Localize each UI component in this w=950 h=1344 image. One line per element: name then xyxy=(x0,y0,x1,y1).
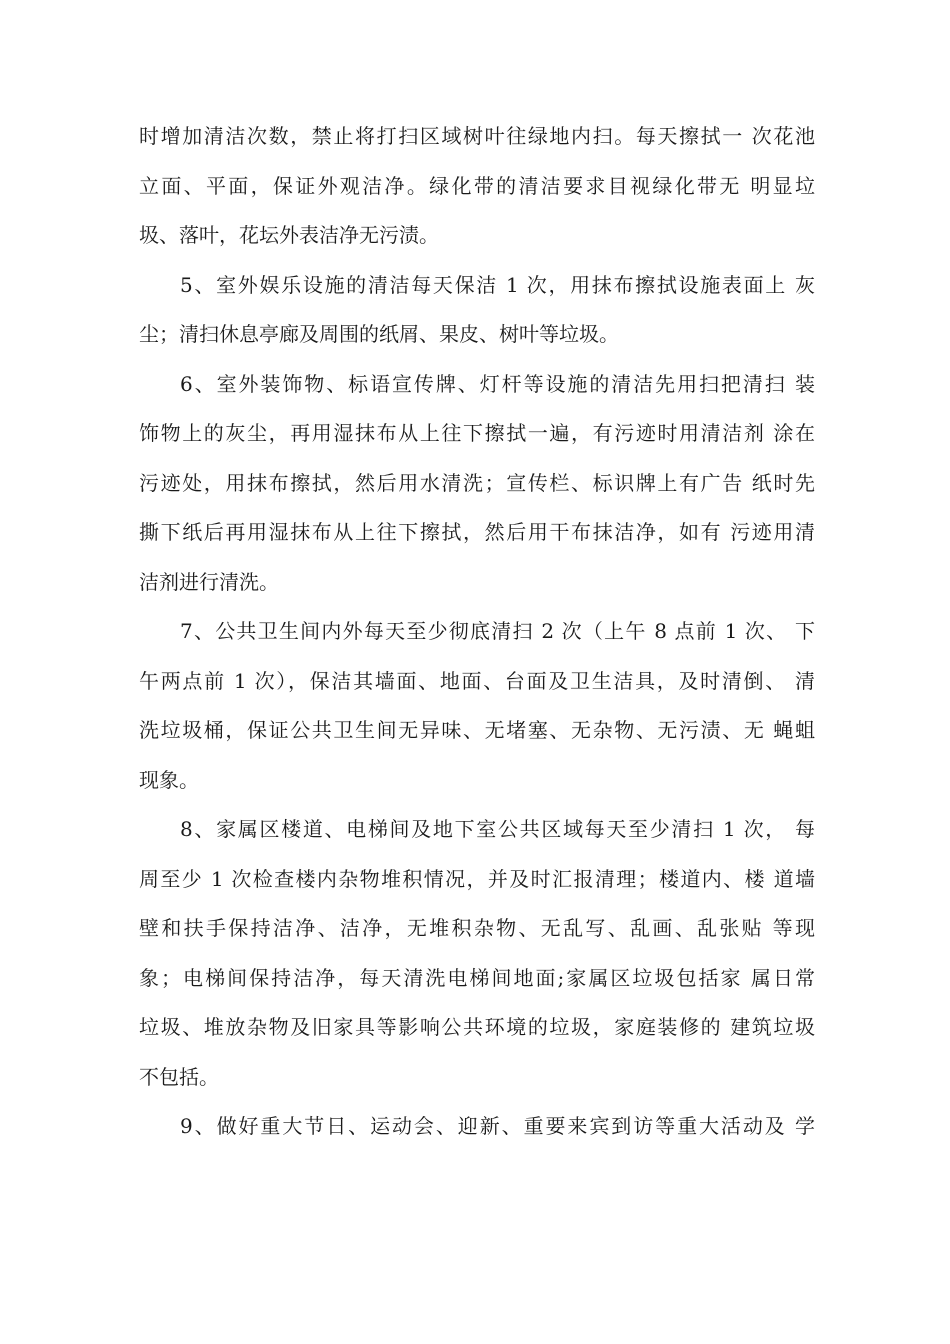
text-line-20: 不包括。 xyxy=(139,1064,219,1089)
text-line-3: 圾、落叶，花坛外表洁净无污渍。 xyxy=(139,223,439,247)
text-line-19: 垃圾、堆放杂物及旧家具等影响公共环境的垃圾，家庭装修的 建筑垃圾 xyxy=(139,1015,815,1039)
text-line-12: 午两点前 1 次），保洁其墙面、地面、台面及卫生洁具，及时清倒、 清 xyxy=(139,668,815,693)
text-line-1: 时增加清洁次数，禁止将打扫区域树叶往绿地内扫。每天擦拭一 次花池 xyxy=(139,124,815,148)
text-line-2: 立面、平面，保证外观洁净。绿化带的清洁要求目视绿化带无 明显垃 xyxy=(139,173,815,198)
text-line-14: 现象。 xyxy=(139,767,199,792)
text-line-6: 6、室外装饰物、标语宣传牌、灯杆等设施的清洁先用扫把清扫 装 xyxy=(180,371,815,396)
text-line-9: 撕下纸后再用湿抹布从上往下擦拭，然后用干布抹洁净，如有 污迹用清 xyxy=(139,520,815,544)
text-line-15: 8、家属区楼道、电梯间及地下室公共区域每天至少清扫 1 次， 每 xyxy=(180,817,815,841)
text-line-13: 洗垃圾桶，保证公共卫生间无异味、无堵塞、无杂物、无污渍、无 蝇蛆 xyxy=(139,718,815,742)
text-line-18: 象；电梯间保持洁净，每天清洗电梯间地面;家属区垃圾包括家 属日常 xyxy=(139,965,815,990)
text-line-5: 尘；清扫休息亭廊及周围的纸屑、果皮、树叶等垃圾。 xyxy=(139,322,619,346)
document-body xyxy=(139,112,815,1152)
text-line-4: 5、室外娱乐设施的清洁每天保洁 1 次，用抹布擦拭设施表面上 灰 xyxy=(180,272,815,297)
text-line-16: 周至少 1 次检查楼内杂物堆积情况，并及时汇报清理；楼道内、楼 道墙 xyxy=(139,866,815,891)
text-line-21: 9、做好重大节日、运动会、迎新、重要来宾到访等重大活动及 学 xyxy=(180,1114,815,1138)
text-line-10: 洁剂进行清洗。 xyxy=(139,569,279,594)
text-line-8: 污迹处，用抹布擦拭，然后用水清洗；宣传栏、标识牌上有广告 纸时先 xyxy=(139,470,815,495)
text-line-17: 壁和扶手保持洁净、洁净，无堆积杂物、无乱写、乱画、乱张贴 等现 xyxy=(139,916,815,940)
text-line-7: 饰物上的灰尘，再用湿抹布从上往下擦拭一遍，有污迹时用清洁剂 涂在 xyxy=(139,421,815,445)
text-line-11: 7、公共卫生间内外每天至少彻底清扫 2 次（上午 8 点前 1 次、 下 xyxy=(180,619,815,643)
